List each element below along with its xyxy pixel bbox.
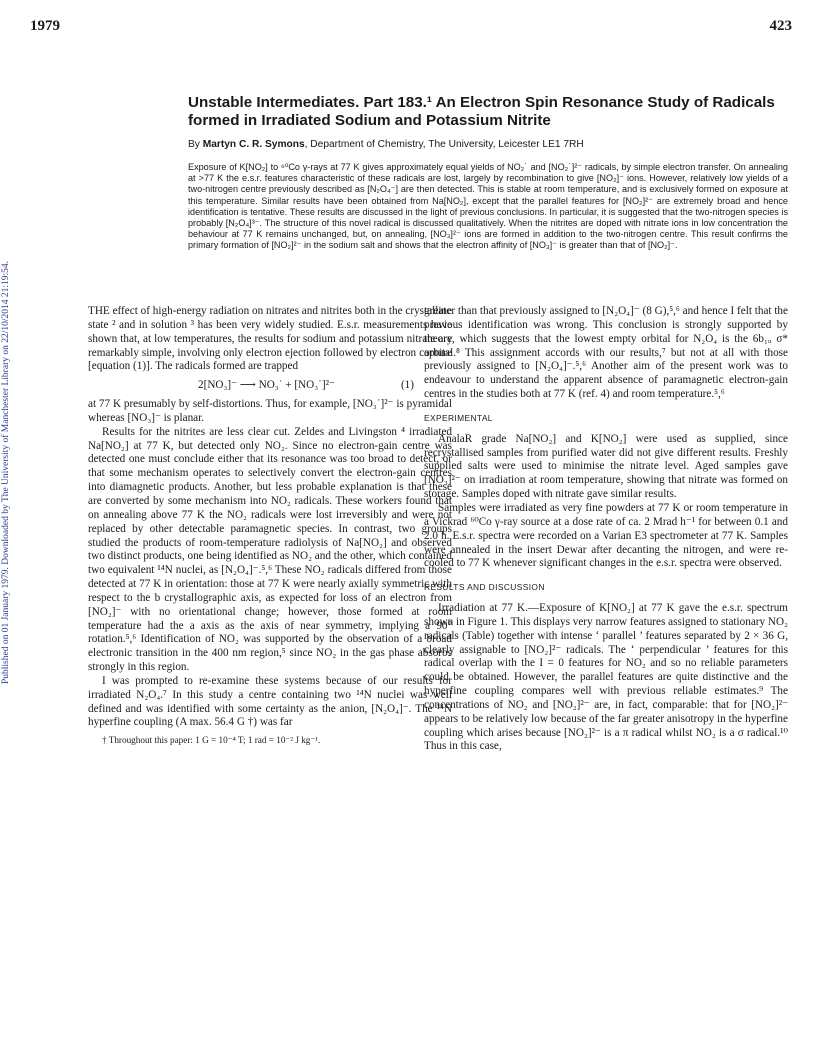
right-column [424, 305, 788, 754]
byline [188, 139, 788, 150]
abstract: Exposure of K[NO₂] to ⁶⁰Co γ-rays at 77 K gives approximately equal yields of NO₂˙ and [NO₂˙]²⁻ radicals, by simple electron transfer. On annealing at >77 K the e.s.r. features characteristic of these radicals are lost, largely by recombination to give [NO₂]⁻ ions. However, relatively low yields of a two-nitrogen centre previously described as [N₂O₄⁻] are then detected. This is stable at room temperature, and is exclusively formed on exposure at this temperature. Similar results have been obtained from Na[NO₂], except that the parallel features for [NO₂]²⁻ are extremely broad and hence identification is tentative. These results are discussed in the light of previous conclusions. In particular, it is suggested that the two-nitrogen species is probably [N₂O₄]³⁻. The structure of this novel radical is discussed qualitatively. When the nitrites are doped with nitrate ions in low concentration the behaviour at 77 K remains unchanged, but, on annealing, [NO₃]²⁻ ions are formed in addition to the two-nitrogen centre. This result confirms the primary formation of [NO₂]²⁻ in the sodium salt and shows that the electron affinity of [NO₃]⁻ is greater than that of [NO₂]⁻. [188, 162, 788, 251]
nitrite-paragraph: Results for the nitrites are less clear cut. Zeldes and Livingston ⁴ irradiated Na[NO₂] at 77 K, but detected only NO₂. Since no electron-gain centre was detected one must conclude either that its resonance was too broad to detect, or that some mechanism operates to selectively convert the electron-gain centres into diamagnetic products. Another, but less probable explanation is that these are converted by some mechanism into NO₂ radicals. These workers found that on annealing above 77 K the NO₂ radicals were lost irreversibly and were not replaced by other detectable paramagnetic species. In contrast, two groups studied the products of room-temperature radiolysis of Na[NO₂] and observed two distinct products, one being identified as NO₂ and the other, which contained two equivalent ¹⁴N nuclei, as [N₂O₄]⁻.⁵,⁶ These NO₂ radicals differed from those detected at 77 K in orientation: those at 77 K were nearly axially symmetric with respect to the b crystallographic axis, as expected for loss of an electron from [NO₂]⁻ with no orientational change; however, those formed at room temperature had the a axis as the axis of near symmetry, implying a 90° rotation.⁵,⁶ Identification of NO₂ was supported by the observation of a broad electronic transition in the 400 nm region,⁵ since NO₂ in the gas phase absorbs strongly in this region. [88, 425, 452, 674]
side-note [0, 178, 16, 684]
motivation-paragraph: I was prompted to re-examine these systems because of our results for irradiated N₂O₄.⁷ In this study a centre containing two ¹⁴N nuclei was well defined and was identified with some certainty as the anion, [N₂O₄]⁻. The ¹⁴N hyperfine coupling (A max. 56.4 G †) was far [88, 674, 452, 729]
equation-1 [88, 374, 452, 398]
equation-number: (1) [400, 379, 414, 392]
equation-text: 2[NO₃]⁻ ⟶ NO₃˙ + [NO₃˙]²⁻ [198, 379, 335, 392]
section-heading-experimental: EXPERIMENTAL [424, 412, 493, 423]
results-paragraph: Irradiation at 77 K.—Exposure of K[NO₂] at 77 K gave the e.s.r. spectrum shown in Figure 1. This displays very narrow features assigned to stationary NO₂ radicals (Table) together with intense ‘ parallel ’ features separated by 2 × 36 G, clearly assignable to [NO₂]²⁻ radicals. The ‘ perpendicular ’ features for this radical overlap with the I = 0 features for NO₂ and so no reliable parameters could be obtained. However, the parallel features are quite distinctive and the hyperfine coupling compares well with previous reliable estimates.⁹ The concentrations of NO₂ and [NO₂]²⁻ are, in fact, comparable: that for [NO₂]²⁻ appears to be relatively low because of the far greater anisotropy in the hyperfine coupling which arises because [NO₂]²⁻ is a π radical whilst NO₂ is a σ radical.¹⁰ Thus in this case, [424, 602, 788, 753]
footnote: † Throughout this paper: 1 G = 10⁻⁴ T; 1 rad = 10⁻² J kg⁻¹. [102, 735, 321, 746]
article-title: Unstable Intermediates. Part 183.¹ An Electron Spin Resonance Study of Radicals formed in Irradiated Sodium and Potassium Nitrite [188, 94, 775, 129]
materials-paragraph: AnalaR grade Na[NO₂] and K[NO₂] were used as supplied, since recrystallised samples from purified water did not give different results. Freshly supplied salts were used to minimise the nitrate level. Aged samples gave [NO₃]²⁻ on irradiation at room temperature, showing that nitrate was formed on storage. Samples doped with nitrate gave similar results. [424, 432, 788, 501]
intro-paragraph-cont: at 77 K presumably by self-distortions. Thus, for example, [NO₃˙]²⁻ is pyramidal whereas [NO₃]⁻ is planar. [88, 398, 452, 424]
page-year: 1979 [30, 18, 60, 34]
side-note-text[interactable]: Published on 01 January 1979. Downloaded by The University of Manchester Library on 22/10/2014 21:19:54. [1, 260, 11, 684]
irradiation-paragraph: Samples were irradiated as very fine powders at 77 K or room temperature in a Vickrad ⁶⁰Co γ-ray source at a dose rate of ca. 2 Mrad h⁻¹ for between 0.1 and 2.0 h. E.s.r. spectra were recorded on a Varian E3 spectrometer at 77 K. Samples were annealed in the insert Dewar after decanting the nitrogen, and were re-cooled to 77 K whenever significant changes in the e.s.r. spectra were observed. [424, 501, 788, 570]
continuation-paragraph: greater than that previously assigned to [N₂O₄]⁻ (8 G),⁵,⁶ and hence I felt that the previous identification was wrong. This conclusion is strongly supported by theory, which suggests that the lowest empty orbital for N₂O₄ is the 6b₁ᵤ σ* orbital.⁸ This assignment accords with our results,⁷ but not at all with those previously assigned to [N₂O₄]⁻.⁵,⁶ Another aim of the present work was to endeavour to understand the apparent absence of paramagnetic electron-gain centres in the studies both at 77 K (ref. 4) and room temperature.⁵,⁶ [424, 305, 788, 401]
byline-prefix: By [188, 139, 203, 150]
left-column [88, 305, 452, 746]
author-name: Martyn C. R. Symons [202, 139, 305, 150]
affiliation: , Department of Chemistry, The University, Leicester LE1 7RH [304, 139, 584, 150]
intro-paragraph: THE effect of high-energy radiation on nitrates and nitrites both in the crystalline state ² and in solution ³ has been very widely studied. E.s.r. measurements have shown that, at low temperatures, the results for sodium and potassium nitrate are remarkably simple, involving only electron ejection followed by electron capture [equation (1)]. The radicals formed are trapped [88, 305, 452, 373]
page-number: 423 [769, 18, 792, 34]
section-heading-results: RESULTS AND DISCUSSION [424, 582, 545, 593]
